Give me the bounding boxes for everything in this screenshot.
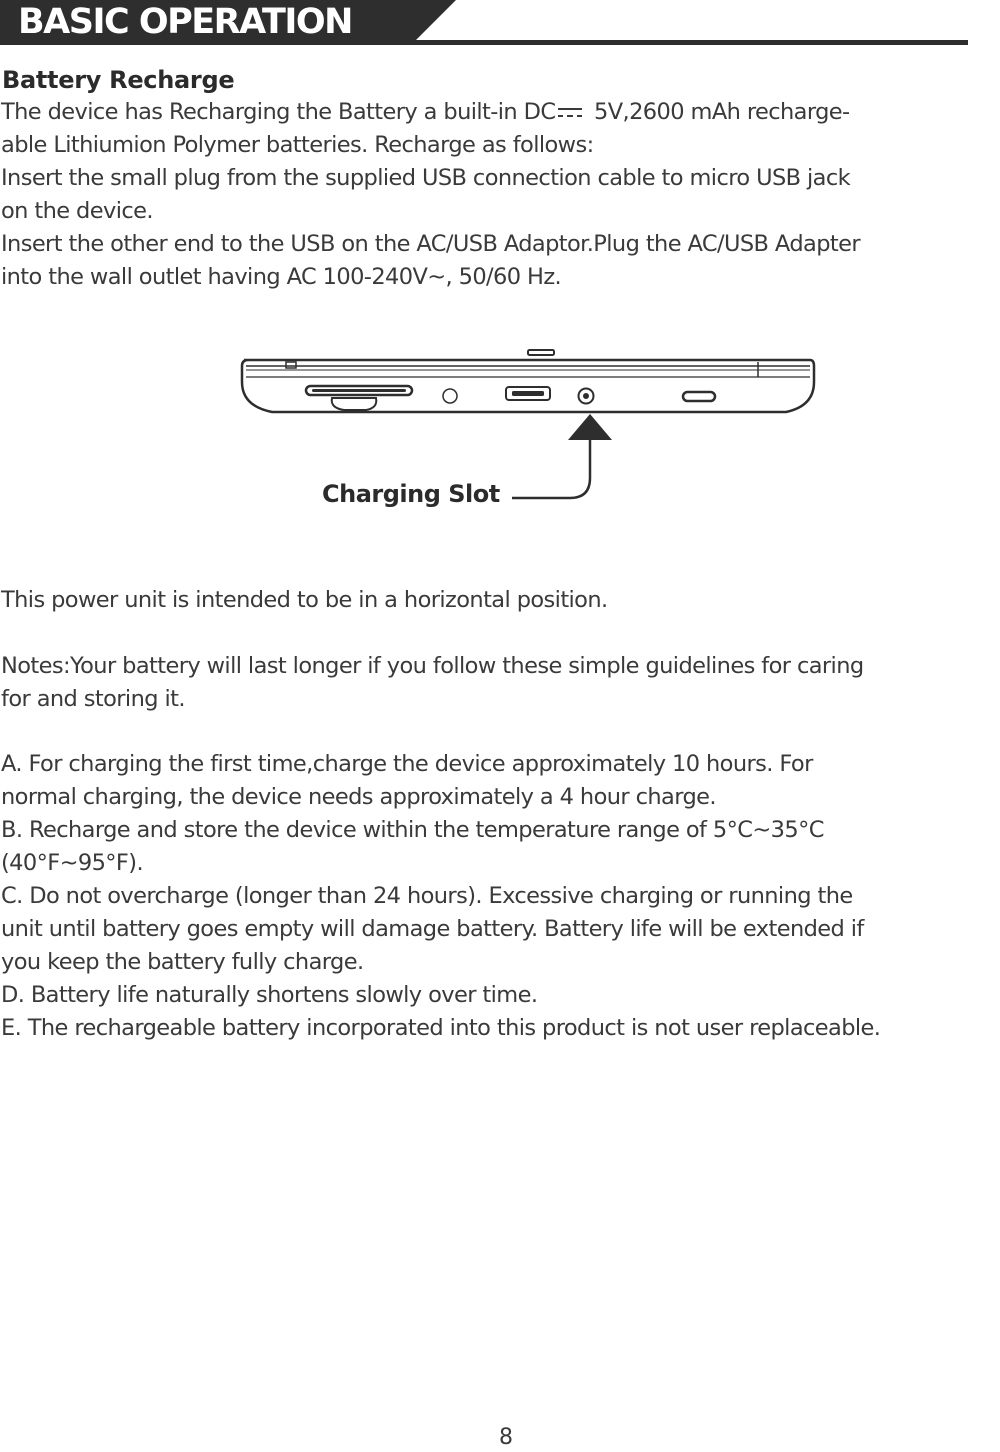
section-banner (0, 0, 968, 46)
notes-line: Notes:Your battery will last longer if you follow these simple guidelines for caring (1, 653, 864, 679)
intro-line: Insert the small plug from the supplied USB connection cable to micro USB jack (1, 165, 851, 191)
guideline-a: A. For charging the first time,charge the device approximately 10 hours. For (1, 751, 813, 777)
intro-paragraph (1, 96, 1000, 294)
notes-line: for and storing it. (1, 686, 185, 712)
position-note-text: This power unit is intended to be in a horizontal position. (1, 587, 608, 613)
guidelines-list (1, 748, 1000, 1045)
guideline-c-cont: unit until battery goes empty will damage battery. Battery life will be extended if (1, 916, 864, 942)
page-title: BASIC OPERATION (18, 2, 352, 42)
section-heading: Battery Recharge (2, 66, 235, 94)
intro-text: 5V,2600 mAh recharge- (587, 99, 850, 125)
intro-line: able Lithiumion Polymer batteries. Recharge as follows: (1, 132, 594, 158)
intro-line (1, 96, 1000, 129)
position-note (1, 584, 1000, 617)
intro-line: Insert the other end to the USB on the AC/USB Adaptor.Plug the AC/USB Adapter (1, 231, 860, 257)
guideline-b-cont: (40°F~95°F). (1, 850, 144, 876)
notes-paragraph (1, 650, 1000, 716)
dc-symbol-icon (557, 106, 583, 120)
guideline-b: B. Recharge and store the device within the temperature range of 5°C~35°C (1, 817, 824, 843)
guideline-c: C. Do not overcharge (longer than 24 hours). Excessive charging or running the (1, 883, 853, 909)
guideline-c-cont: you keep the battery fully charge. (1, 949, 364, 975)
intro-text: The device has Recharging the Battery a built-in DC (1, 99, 556, 125)
page-number: 8 (499, 1425, 513, 1450)
charging-slot-label: Charging Slot (322, 480, 500, 508)
guideline-e: E. The rechargeable battery incorporated into this product is not user replaceable. (1, 1015, 881, 1041)
intro-line: on the device. (1, 198, 153, 224)
guideline-a-cont: normal charging, the device needs approximately a 4 hour charge. (1, 784, 716, 810)
arrow-up-icon (568, 414, 612, 440)
intro-line: into the wall outlet having AC 100-240V~, 50/60 Hz. (1, 264, 562, 290)
guideline-d: D. Battery life naturally shortens slowly over time. (1, 982, 538, 1008)
